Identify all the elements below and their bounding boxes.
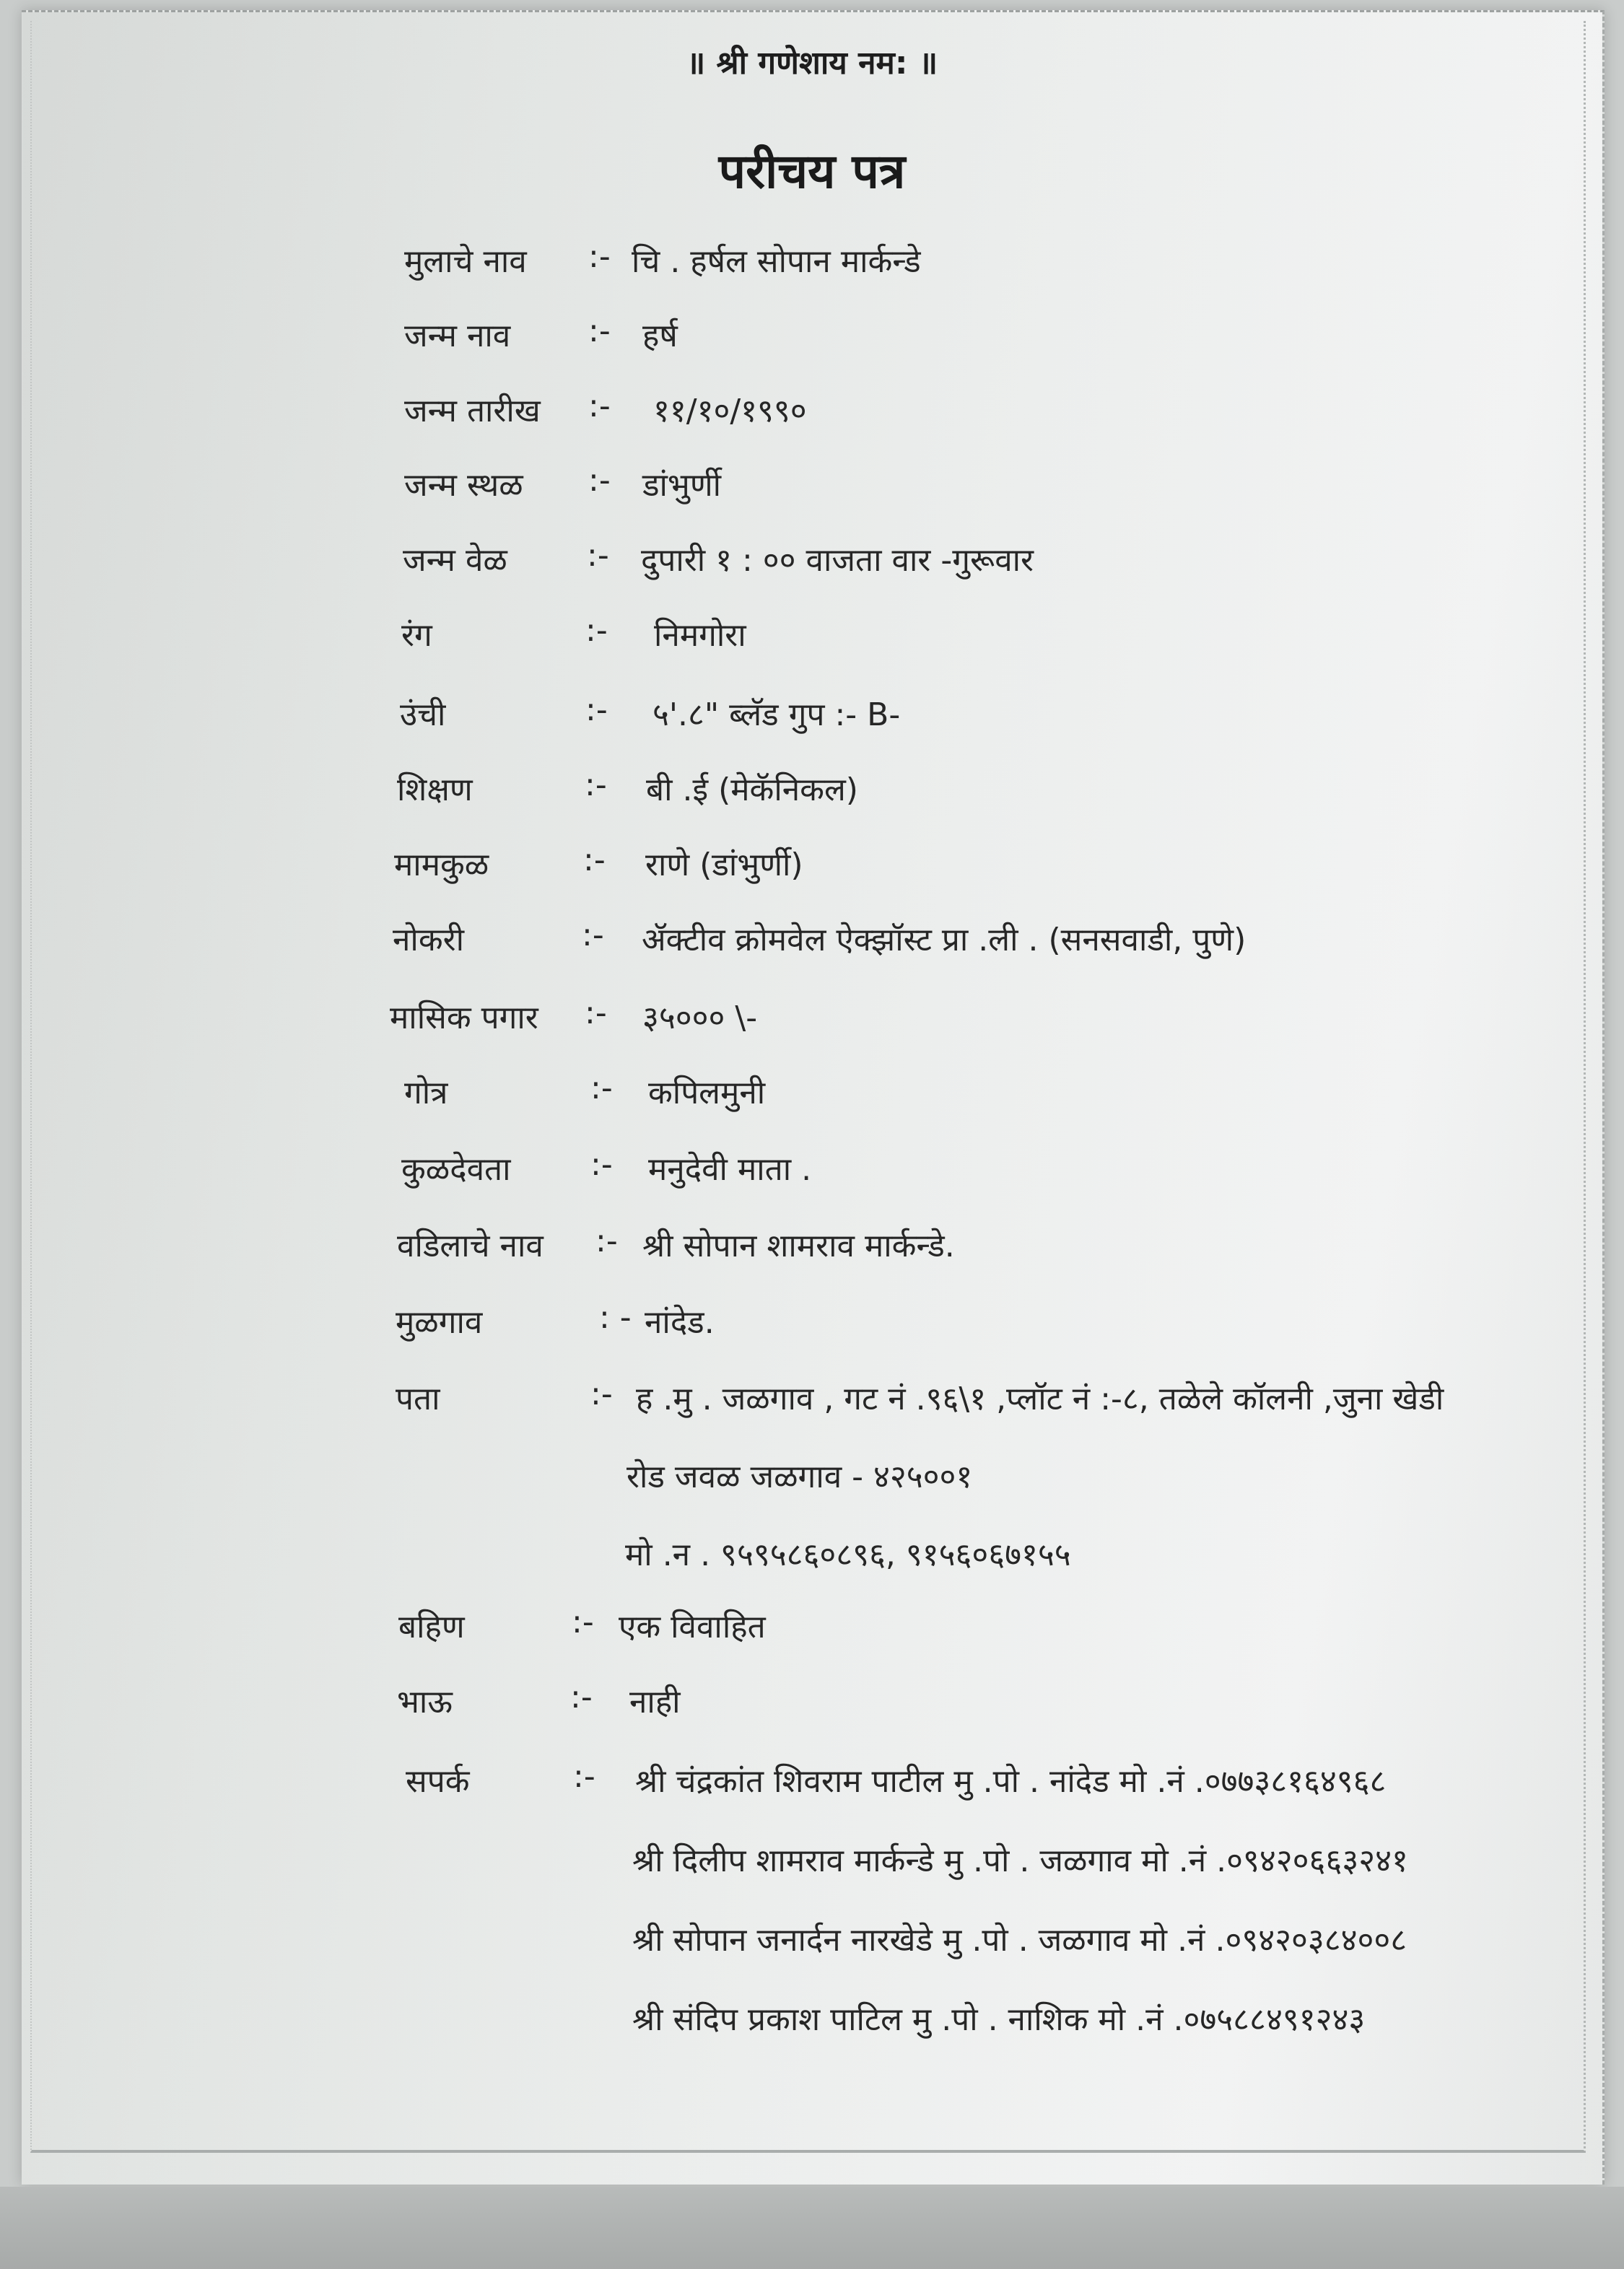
field-value: चि . हर्षल सोपान मार्कन्डे <box>632 243 921 280</box>
field-separator: :- <box>585 994 607 1031</box>
contact-line-4: श्री संदिप प्रकाश पाटिल मु .पो . नाशिक मो .नं .०७५८८४९१२४३ <box>632 2001 1366 2038</box>
field-value: श्री चंद्रकांत शिवराम पाटील मु .पो . नांदेड मो .नं .०७७३८१६४९६८ <box>635 1763 1387 1800</box>
contact-line-2: श्री दिलीप शामराव मार्कन्डे मु .पो . जळगाव मो .नं .०९४२०६६३२४१ <box>632 1842 1408 1879</box>
field-separator: :- <box>588 462 611 499</box>
field-value: राणे (डांभुर्णी) <box>645 847 803 883</box>
field-separator: :- <box>585 691 608 728</box>
page-border <box>30 21 1586 2153</box>
field-label: मामकुळ <box>394 847 489 883</box>
field-label: कुळदेवता <box>401 1151 511 1188</box>
field-separator: :- <box>588 238 611 275</box>
field-separator: :- <box>588 312 611 349</box>
background-surface <box>0 2187 1624 2269</box>
invocation-header: ॥ श्री गणेशाय नम: ॥ <box>686 45 938 82</box>
field-label: रंग <box>401 617 432 654</box>
field-label: जन्म वेळ <box>403 542 507 579</box>
field-separator: :- <box>590 1376 613 1412</box>
field-label: सपर्क <box>406 1763 470 1800</box>
field-value: ॲक्टीव क्रोमवेल ऐक्झॉस्ट प्रा .ली . (सनसवाडी, पुणे) <box>642 922 1247 958</box>
field-separator: :- <box>585 766 607 803</box>
field-label: भाऊ <box>397 1684 453 1721</box>
field-separator: :- <box>587 537 609 574</box>
field-label: गोत्र <box>404 1075 448 1111</box>
field-separator: :- <box>572 1604 594 1640</box>
field-value: ११/१०/१९९० <box>653 393 807 429</box>
field-value: दुपारी १ : ०० वाजता वार -गुरूवार <box>641 542 1034 579</box>
field-label: जन्म तारीख <box>404 393 541 429</box>
field-label: वडिलाचे नाव <box>397 1228 543 1264</box>
field-separator: :- <box>588 388 611 424</box>
field-value: ह .मु . जळगाव , गट नं .९६\१ ,प्लॉट नं :-८, तळेले कॉलनी ,जुना खेडी <box>636 1381 1444 1417</box>
field-value: बी .ई (मेकॅनिकल) <box>646 771 858 808</box>
field-separator: :- <box>585 612 608 649</box>
field-label: उंची <box>400 696 446 733</box>
field-value: श्री सोपान शामराव मार्कन्डे. <box>642 1228 955 1264</box>
field-separator: :- <box>590 1146 613 1183</box>
field-value: निमगोरा <box>654 617 746 654</box>
field-value: नाही <box>629 1684 681 1721</box>
contact-line-3: श्री सोपान जनार्दन नारखेडे मु .पो . जळगाव मो .नं .०९४२०३८४००८ <box>632 1922 1407 1959</box>
field-value: मनुदेवी माता . <box>648 1151 812 1188</box>
field-separator: :- <box>582 917 604 953</box>
address-phone-line: मो .न . ९५९५८६०८९६, ९१५६०६७१५५ <box>625 1536 1071 1573</box>
field-separator: :- <box>590 1070 613 1106</box>
field-label: मुळगाव <box>396 1304 483 1341</box>
field-separator: : - <box>599 1299 632 1336</box>
field-label: पता <box>396 1381 440 1417</box>
field-separator: :- <box>573 1758 595 1795</box>
field-value: ५'.८" ब्लॅड गुप :- B- <box>652 696 901 733</box>
field-value: नांदेड. <box>645 1304 715 1341</box>
field-label: शिक्षण <box>397 771 473 808</box>
address-line-2: रोड जवळ जळगाव - ४२५००१ <box>627 1459 973 1495</box>
field-separator: :- <box>570 1679 593 1715</box>
field-value: डांभुर्णी <box>642 467 722 504</box>
document-title: परीचय पत्र <box>718 144 906 199</box>
field-label: बहिण <box>398 1609 465 1645</box>
field-label: जन्म नाव <box>404 318 511 354</box>
field-separator: :- <box>583 841 606 878</box>
field-value: कपिलमुनी <box>648 1075 766 1111</box>
field-value: हर्ष <box>642 318 678 354</box>
field-value: ३५००० \- <box>642 1000 758 1036</box>
field-separator: :- <box>595 1223 618 1259</box>
field-label: मासिक पगार <box>390 1000 538 1036</box>
field-value: एक विवाहित <box>619 1609 766 1645</box>
field-label: मुलाचे नाव <box>404 243 527 280</box>
field-label: नोकरी <box>393 922 464 958</box>
field-label: जन्म स्थळ <box>404 467 523 504</box>
